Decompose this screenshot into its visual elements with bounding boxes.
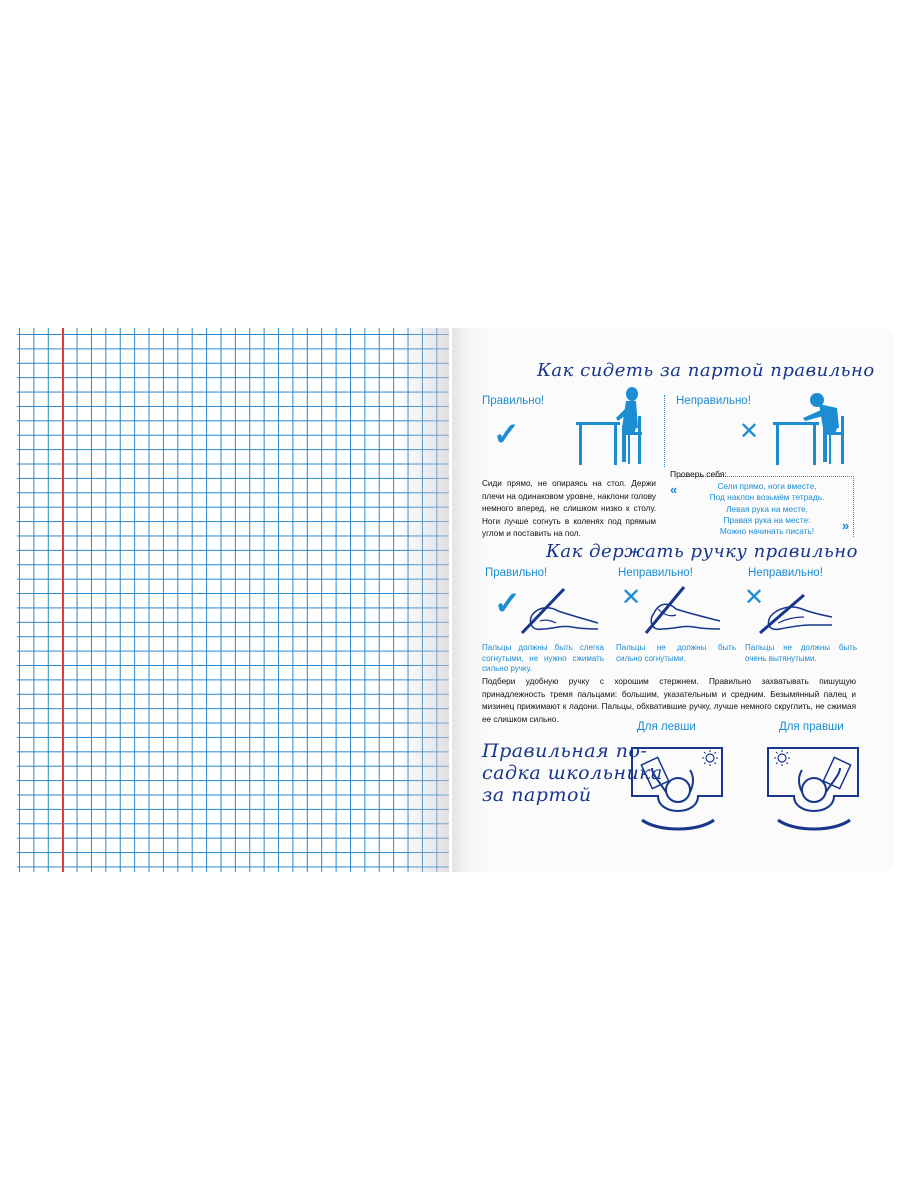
divider xyxy=(664,395,666,467)
poem-line: Под наклон возьмём тетрадь. xyxy=(709,492,825,503)
cross-icon: ✕ xyxy=(621,584,642,611)
section3-title-line: садка школьника xyxy=(482,762,663,784)
poem-line: Правая рука на месте: xyxy=(723,514,811,525)
pen-caption-2: Пальцы не должны быть сильно согнутыми. xyxy=(616,643,736,663)
section1-title: Как сидеть за партой правильно xyxy=(537,360,875,381)
poem-line: Сели прямо, ноги вместе, xyxy=(717,481,817,491)
hand-correct-illustration xyxy=(518,585,598,637)
cross-icon: ✕ xyxy=(744,584,765,611)
section3-title-line: Правильная по- xyxy=(482,740,648,762)
poem xyxy=(682,481,852,537)
poem-line: Можно начинать писать! xyxy=(719,526,815,537)
sit-description: Сиди прямо, не опираясь на стол. Держи плечи на одинаковом уровне, наклони голову немного вперед, не слишком низко к столу. Ноги лучше согнуть в коленях под прямым углом и поставить на пол. xyxy=(482,479,656,539)
pen-caption-1: Пальцы должны быть слегка согнутыми, не нужно сжимать сильно ручку. xyxy=(482,643,604,673)
hand-incorrect-1-illustration xyxy=(640,585,720,637)
poem-line: Левая рука на месте, xyxy=(726,503,808,514)
sit-incorrect-label: Неправильно! xyxy=(676,395,751,407)
left-hander-label: Для левши xyxy=(637,721,696,733)
sitting-correct-illustration xyxy=(576,386,648,468)
left-hander-posture-illustration xyxy=(628,740,728,828)
sit-correct-label: Правильно! xyxy=(482,395,545,407)
section3-title-line: за партой xyxy=(482,784,592,806)
margin-line xyxy=(62,328,64,872)
chevron-left-icon: « xyxy=(670,482,676,497)
check-heading: Проверь себя: xyxy=(670,469,727,479)
check-icon: ✓ xyxy=(494,585,521,621)
section2-title: Как держать ручку правильно xyxy=(546,541,858,562)
chevron-right-icon: » xyxy=(842,518,848,533)
pen-label-1: Правильно! xyxy=(485,567,548,579)
pen-label-2: Неправильно! xyxy=(618,567,693,579)
check-icon: ✓ xyxy=(493,416,520,452)
cross-icon: ✕ xyxy=(739,418,760,445)
hand-incorrect-2-illustration xyxy=(752,585,832,637)
pen-label-3: Неправильно! xyxy=(748,567,823,579)
pen-caption-3: Пальцы не должны быть очень вытянутыми. xyxy=(745,643,857,663)
right-hander-posture-illustration xyxy=(764,740,864,828)
right-hander-label: Для правши xyxy=(779,721,844,733)
pen-description: Подбери удобную ручку с хорошим стержнем. Правильно захватывать пишущую принадлежность тремя пальцами: большим, указательным и средним. Безымянный палец и мизинец прижимают к ладони. Пальцы, обхватившие ручку, лучше немного скруглить, не сжимая ее слишком сильно. xyxy=(482,677,856,724)
sitting-incorrect-illustration xyxy=(773,386,853,468)
grid-page xyxy=(17,328,449,872)
